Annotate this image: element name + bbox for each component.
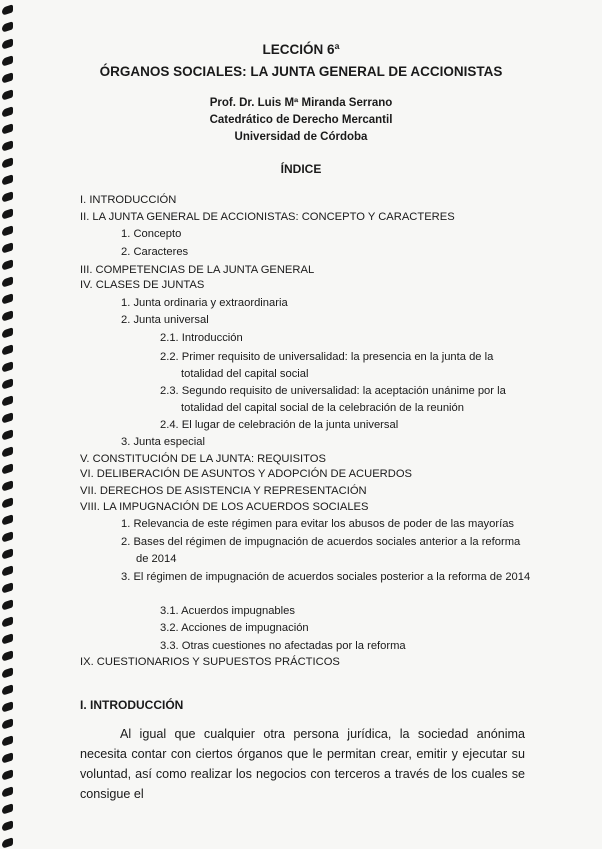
lesson-number: LECCIÓN 6ª xyxy=(262,42,340,57)
toc-item: II. LA JUNTA GENERAL DE ACCIONISTAS: CONCEPTO Y CARACTERES xyxy=(80,211,455,223)
lesson-title: ÓRGANOS SOCIALES: LA JUNTA GENERAL DE ACCIONISTAS xyxy=(99,64,503,79)
toc-item: 3.2. Acciones de impugnación xyxy=(160,622,309,634)
toc-item: 1. Relevancia de este régimen para evitar los abusos de poder de las mayorías xyxy=(121,518,515,530)
toc-item: 3.3. Otras cuestiones no afectadas por la reforma xyxy=(160,640,406,652)
toc-item: V. CONSTITUCIÓN DE LA JUNTA: REQUISITOS xyxy=(80,453,326,465)
author-name: Prof. Dr. Luis Mª Miranda Serrano xyxy=(209,97,393,109)
toc-item: 1. Junta ordinaria y extraordinaria xyxy=(121,297,288,309)
toc-item: 3. Junta especial xyxy=(121,436,205,448)
toc-item: 2.4. El lugar de celebración de la junta universal xyxy=(160,419,399,431)
toc-item: I. INTRODUCCIÓN xyxy=(80,194,177,206)
paragraph-text: Al igual que cualquier otra persona jurídica, la sociedad anónima necesita contar con ciertos órganos que le permitan crear, emitir y ejecutar su voluntad, así como realizar los negocios con terceros a través de los cuales se consigue el xyxy=(80,727,525,801)
section-heading: I. INTRODUCCIÓN xyxy=(80,698,184,712)
toc-item: VIII. LA IMPUGNACIÓN DE LOS ACUERDOS SOCIALES xyxy=(80,501,369,513)
toc-item: 1. Concepto xyxy=(121,228,182,240)
toc-item: 2.2. Primer requisito de universalidad: la presencia en la junta de la totalidad del capital social xyxy=(160,351,494,380)
index-title: ÍNDICE xyxy=(280,162,322,176)
author-university: Universidad de Córdoba xyxy=(234,131,368,143)
toc-item: 2.1. Introducción xyxy=(160,332,243,344)
toc-item: 2.3. Segundo requisito de universalidad: la aceptación unánime por la totalidad del capital social de la celebración de la reunión xyxy=(160,385,506,414)
toc-item: 2. Junta universal xyxy=(121,314,209,326)
toc-item: 3.1. Acuerdos impugnables xyxy=(160,605,295,617)
toc-item: VII. DERECHOS DE ASISTENCIA Y REPRESENTACIÓN xyxy=(80,485,367,497)
author-position: Catedrático de Derecho Mercantil xyxy=(209,114,393,126)
toc-item: III. COMPETENCIAS DE LA JUNTA GENERAL xyxy=(80,264,315,276)
toc-item: 2. Bases del régimen de impugnación de acuerdos sociales anterior a la reforma de 2014 xyxy=(121,536,521,565)
toc-item: VI. DELIBERACIÓN DE ASUNTOS Y ADOPCIÓN DE ACUERDOS xyxy=(80,468,412,480)
toc-item: 3. El régimen de impugnación de acuerdos sociales posterior a la reforma de 2014 xyxy=(121,571,531,583)
toc-item: IX. CUESTIONARIOS Y SUPUESTOS PRÁCTICOS xyxy=(80,656,340,668)
toc-item: 2. Caracteres xyxy=(121,246,189,258)
body-paragraph xyxy=(80,724,525,804)
toc-item: IV. CLASES DE JUNTAS xyxy=(80,279,205,291)
